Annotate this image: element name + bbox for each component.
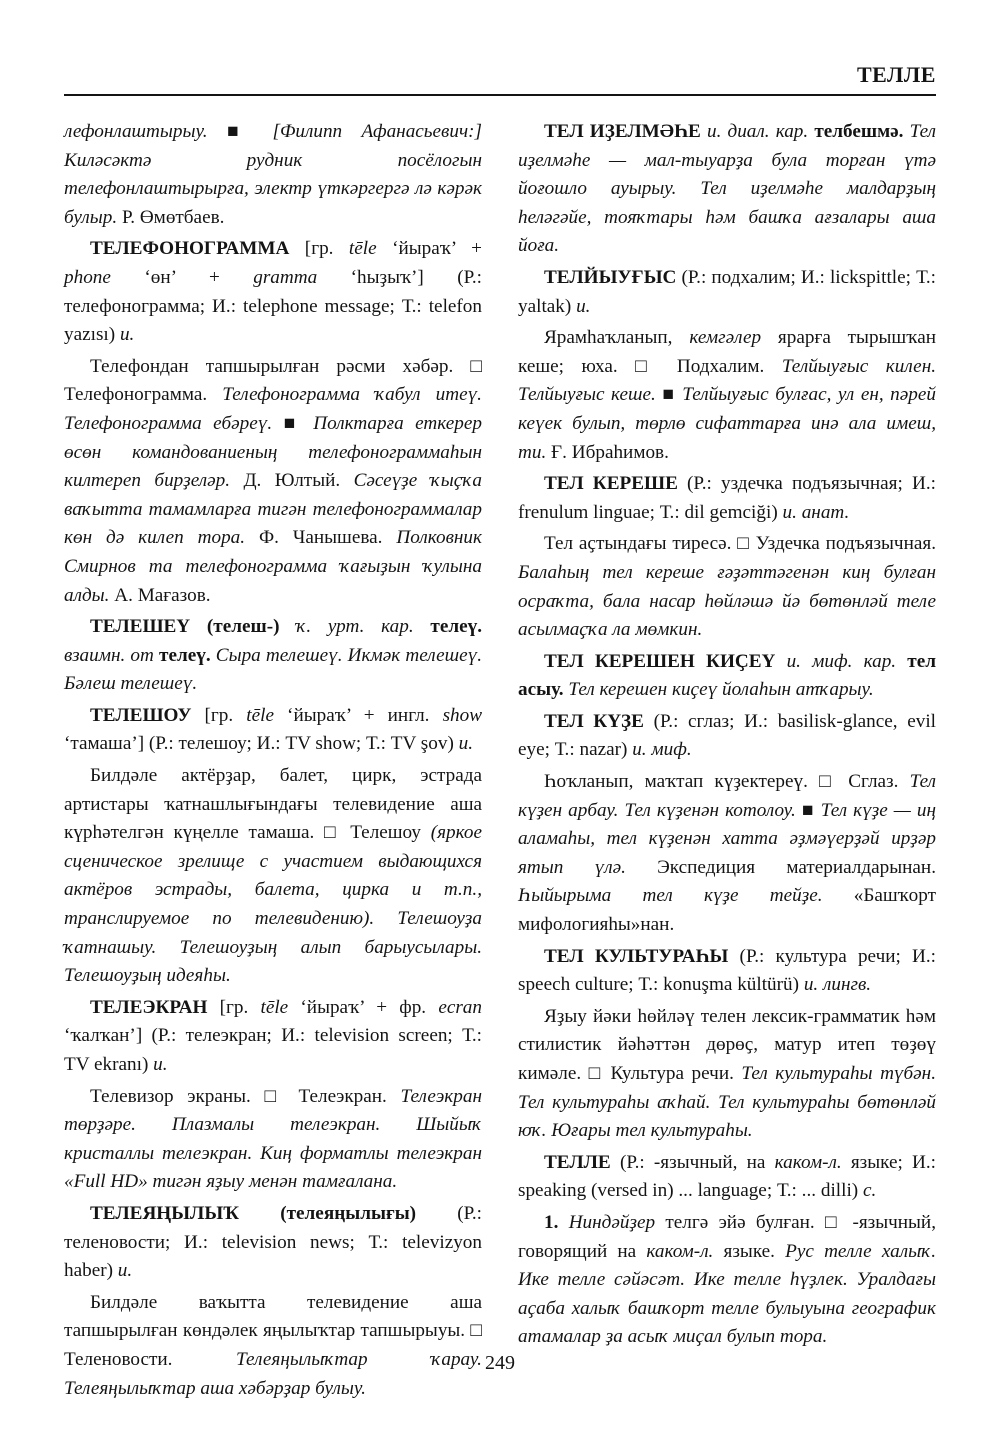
entry-tel-kuze: ТЕЛ КҮҘЕ (Р.: сглаз; И.: basilisk-glance, evil eye; Т.: nazar) и. миф. [518, 710, 937, 761]
sense-number: 1. [544, 1211, 559, 1233]
headword: ТЕЛ КҮҘЕ [544, 710, 644, 732]
definition: Телефондан тапшырылған рәсми хәбәр. □ Телефонограмма. Телефонограмма ҡабул итеү. Телефонограмма ебәреү. ■ Полктарға еткерер өсөн командованиеның телефонограммаһын килтереп бирҙеләр. Д. Юлтый. Сәсеүҙе ҡыҫҡа ваҡытта тамамларға тигән телефонограммалар көн дә килеп тора. Ф. Чанышева. Полковник Смирнов та телефонограмма ҡағыҙын ҡулына алды. А. Мағазов. [64, 355, 482, 606]
headword: ТЕЛЛЕ [544, 1151, 611, 1173]
pos-label: и. [153, 1054, 168, 1075]
definition: Һоҡланып, маҡтап күҙектереү. □ Сглаз. Тел күҙен арбау. Тел күҙенән котолоу. ■ Тел күҙе — иң аламаһы, тел күҙенән хатта әҙмәүерҙәй ирҙәр ятып үлә. Экспедиция материалдарынан. Һыйырыма тел күҙе тейҙе. «Башҡорт мифологияһы»нан. [518, 771, 936, 936]
definition: Яҙыу йәки һөйләү телен лексик-грамматик һәм стилистик йәһәттән дөрөҫ, матур итеп төҙөү кимәле. □ Культура речи. Тел культураһы түбән. Тел культураһы аҡһай. Тел культураһы бөтөнләй юҡ. Юғары тел культураһы. [518, 1005, 936, 1142]
pos-label: с. [862, 1180, 877, 1202]
pos-label: и. [576, 295, 591, 317]
entry-teleekran: ТЕЛЕЭКРАН [гр. tēle ‘йыраҡ’ + фр. ecran ‘ҡалҡан’] (Р.: телеэкран; И.: television screen; Т.: TV ekranı) и. [64, 996, 482, 1075]
headword: ТЕЛЕЯҢЫЛЫҠ (телеяңылығы) [90, 1202, 417, 1224]
entry-teleshew: ТЕЛЕШЕҮ (телеш-) ҡ. урт. кар. телеү. взаимн. от телеү. Сыра телешеү. Икмәк телешеү. Бәлеш телешеү. [64, 616, 483, 695]
definition: 1. Ниндәйҙер телгә эйә булған. □ -язычный, говорящий на каком-л. языке. Рус телле халыҡ. Ике телле сәйәсәт. Ике телле һүҙлек. Уралдағы аҫаба халыҡ башҡорт телле булыуына географик атамалар ҙа асыҡ миҫал булып тора. [518, 1211, 936, 1348]
entry-telle: ТЕЛЛЕ (Р.: -язычный, на каком-л. языке; И.: speaking (versed in) ... language; Т.: ... dilli) с. [518, 1151, 936, 1202]
headword: ТЕЛ КУЛЬТУРАҺЫ [544, 945, 729, 967]
pos-label: и. [117, 1260, 133, 1282]
entry-continuation [64, 118, 482, 232]
example-text: лефонлаштырыу. ■ [Филипп Афанасьевич:] Киләсәктә рудник посёлогын телефонлаштырырға, электр үткәргергә лә кәрәк булыр. [64, 121, 482, 228]
definition: Ярамһаҡланып, кемгәлер ярарға тырышҡан кеше; юха. □ Подхалим. Телйыуғыс килен. Телйыуғыс кеше. ■ Телйыуғыс булғас, ул ен, пәрей кеүек булып, төрлө сифаттарға инә ала имеш, ти. Ғ. Ибраһимов. [518, 327, 937, 463]
pos-label: и. лингв. [803, 974, 872, 996]
definition: Телевизор экраны. □ Телеэкран. Телеэкран төрҙәре. Плазмалы телеэкран. Шыйыҡ кристаллы телеэкран. Киң форматлы телеэкран «Full HD» тигән яҙыу менән тамғалана. [64, 1085, 482, 1193]
headword: ТЕЛ ИҘЕЛМӘҺЕ [544, 121, 701, 142]
entry-tel-kulturahy: ТЕЛ КУЛЬТУРАҺЫ (Р.: культура речи; И.: speech culture; Т.: konuşma kültürü) и. лингв. [518, 945, 936, 996]
pos-label: и. [458, 733, 474, 755]
header-rule [64, 94, 936, 96]
entry-teleyanylyk: ТЕЛЕЯҢЫЛЫҠ (телеяңылығы) (Р.: теленовости; И.: television news; Т.: televizyon haber) и. [64, 1202, 482, 1282]
definition: Тел аҫтындағы тиресә. □ Уздечка подъязычная. Балаһың тел кереше ғәҙәттәгенән киң булған осраҡта, бала насар һөйләшә йә бөтөнләй теле асылмаҫҡа ла мөмкин. [518, 533, 936, 641]
headword: ТЕЛЕШОУ [90, 704, 192, 726]
pos-label: и. анат. [782, 501, 850, 523]
left-column [64, 118, 482, 1406]
running-head: ТЕЛЛЕ [856, 62, 936, 87]
entry-telyyugys: ТЕЛЙЫУҒЫС (Р.: подхалим; И.: lickspittle; Т.: yaltak) и. [518, 266, 936, 317]
headword: ТЕЛ КЕРЕШЕ [544, 473, 678, 495]
entry-teleshow: ТЕЛЕШОУ [гр. tēle ‘йыраҡ’ + ингл. show ‘тамаша’] (Р.: телешоу; И.: TV show; Т.: TV şov) и. [64, 704, 483, 755]
citation: Р. Өмөтбаев. [117, 206, 225, 228]
right-column [518, 118, 936, 1355]
entry-telefonogramma: ТЕЛЕФОНОГРАММА [гр. tēle ‘йыраҡ’ + phone ‘өн’ + gramma ‘һыҙыҡ’] (Р.: телефонограмма; И.: telephone message; Т.: telefon yazısı) и. [64, 238, 482, 346]
entry-tel-kereshen-kisew: ТЕЛ КЕРЕШЕН КИҪЕҮ и. миф. кар. тел асыу. Тел керешен киҫеү йолаһын атҡарыу. [518, 650, 936, 701]
pos-label: и. [119, 324, 135, 346]
headword: ТЕЛ КЕРЕШЕН КИҪЕҮ [544, 650, 776, 672]
definition: Билдәле актёрҙар, балет, цирк, эстрада артистары ҡатнашлығындағы телевидение аша күрһәтелгән күңелле тамаша. □ Телешоу (яркое сценическое зрелище с участием выдающихся актёров эстрады, балета, цирка и т.п., транслируемое по телевидению). Телешоуҙа ҡатнашыу. Телешоуҙың алып барыусылары. Телешоуҙың идеяһы. [64, 765, 482, 987]
entry-tel-kereshe: ТЕЛ КЕРЕШЕ (Р.: уздечка подъязычная; И.: frenulum linguae; Т.: dil gemciği) и. анат. [518, 473, 936, 523]
pos-label: и. миф. [632, 739, 692, 761]
entry-tel-izelmehe: ТЕЛ ИҘЕЛМӘҺЕ и. диал. кар. телбешмә. Тел иҙелмәһе — мал-тыуарҙа була торған үтә йоғошло ауырыу. Тел иҙелмәһе малдарҙың һеләгәйе, тояҡтары һәм башҡа ағзалары аша йоға. [518, 121, 937, 257]
headword: ТЕЛЕШЕҮ (телеш-) [90, 616, 280, 638]
headword: ТЕЛЕЭКРАН [90, 996, 208, 1018]
headword: ТЕЛЕФОНОГРАММА [90, 238, 290, 260]
page-number: 249 [485, 1352, 515, 1374]
headword: ТЕЛЙЫУҒЫС [544, 266, 677, 288]
definition: Билдәле ваҡытта телевидение аша тапшырылған көндәлек яңылыҡтар тапшырыуы. □ Теленовости. Телеяңылыҡтар ҡарау. Телеяңылыҡтар аша хәбәрҙар булыу. [64, 1291, 482, 1399]
